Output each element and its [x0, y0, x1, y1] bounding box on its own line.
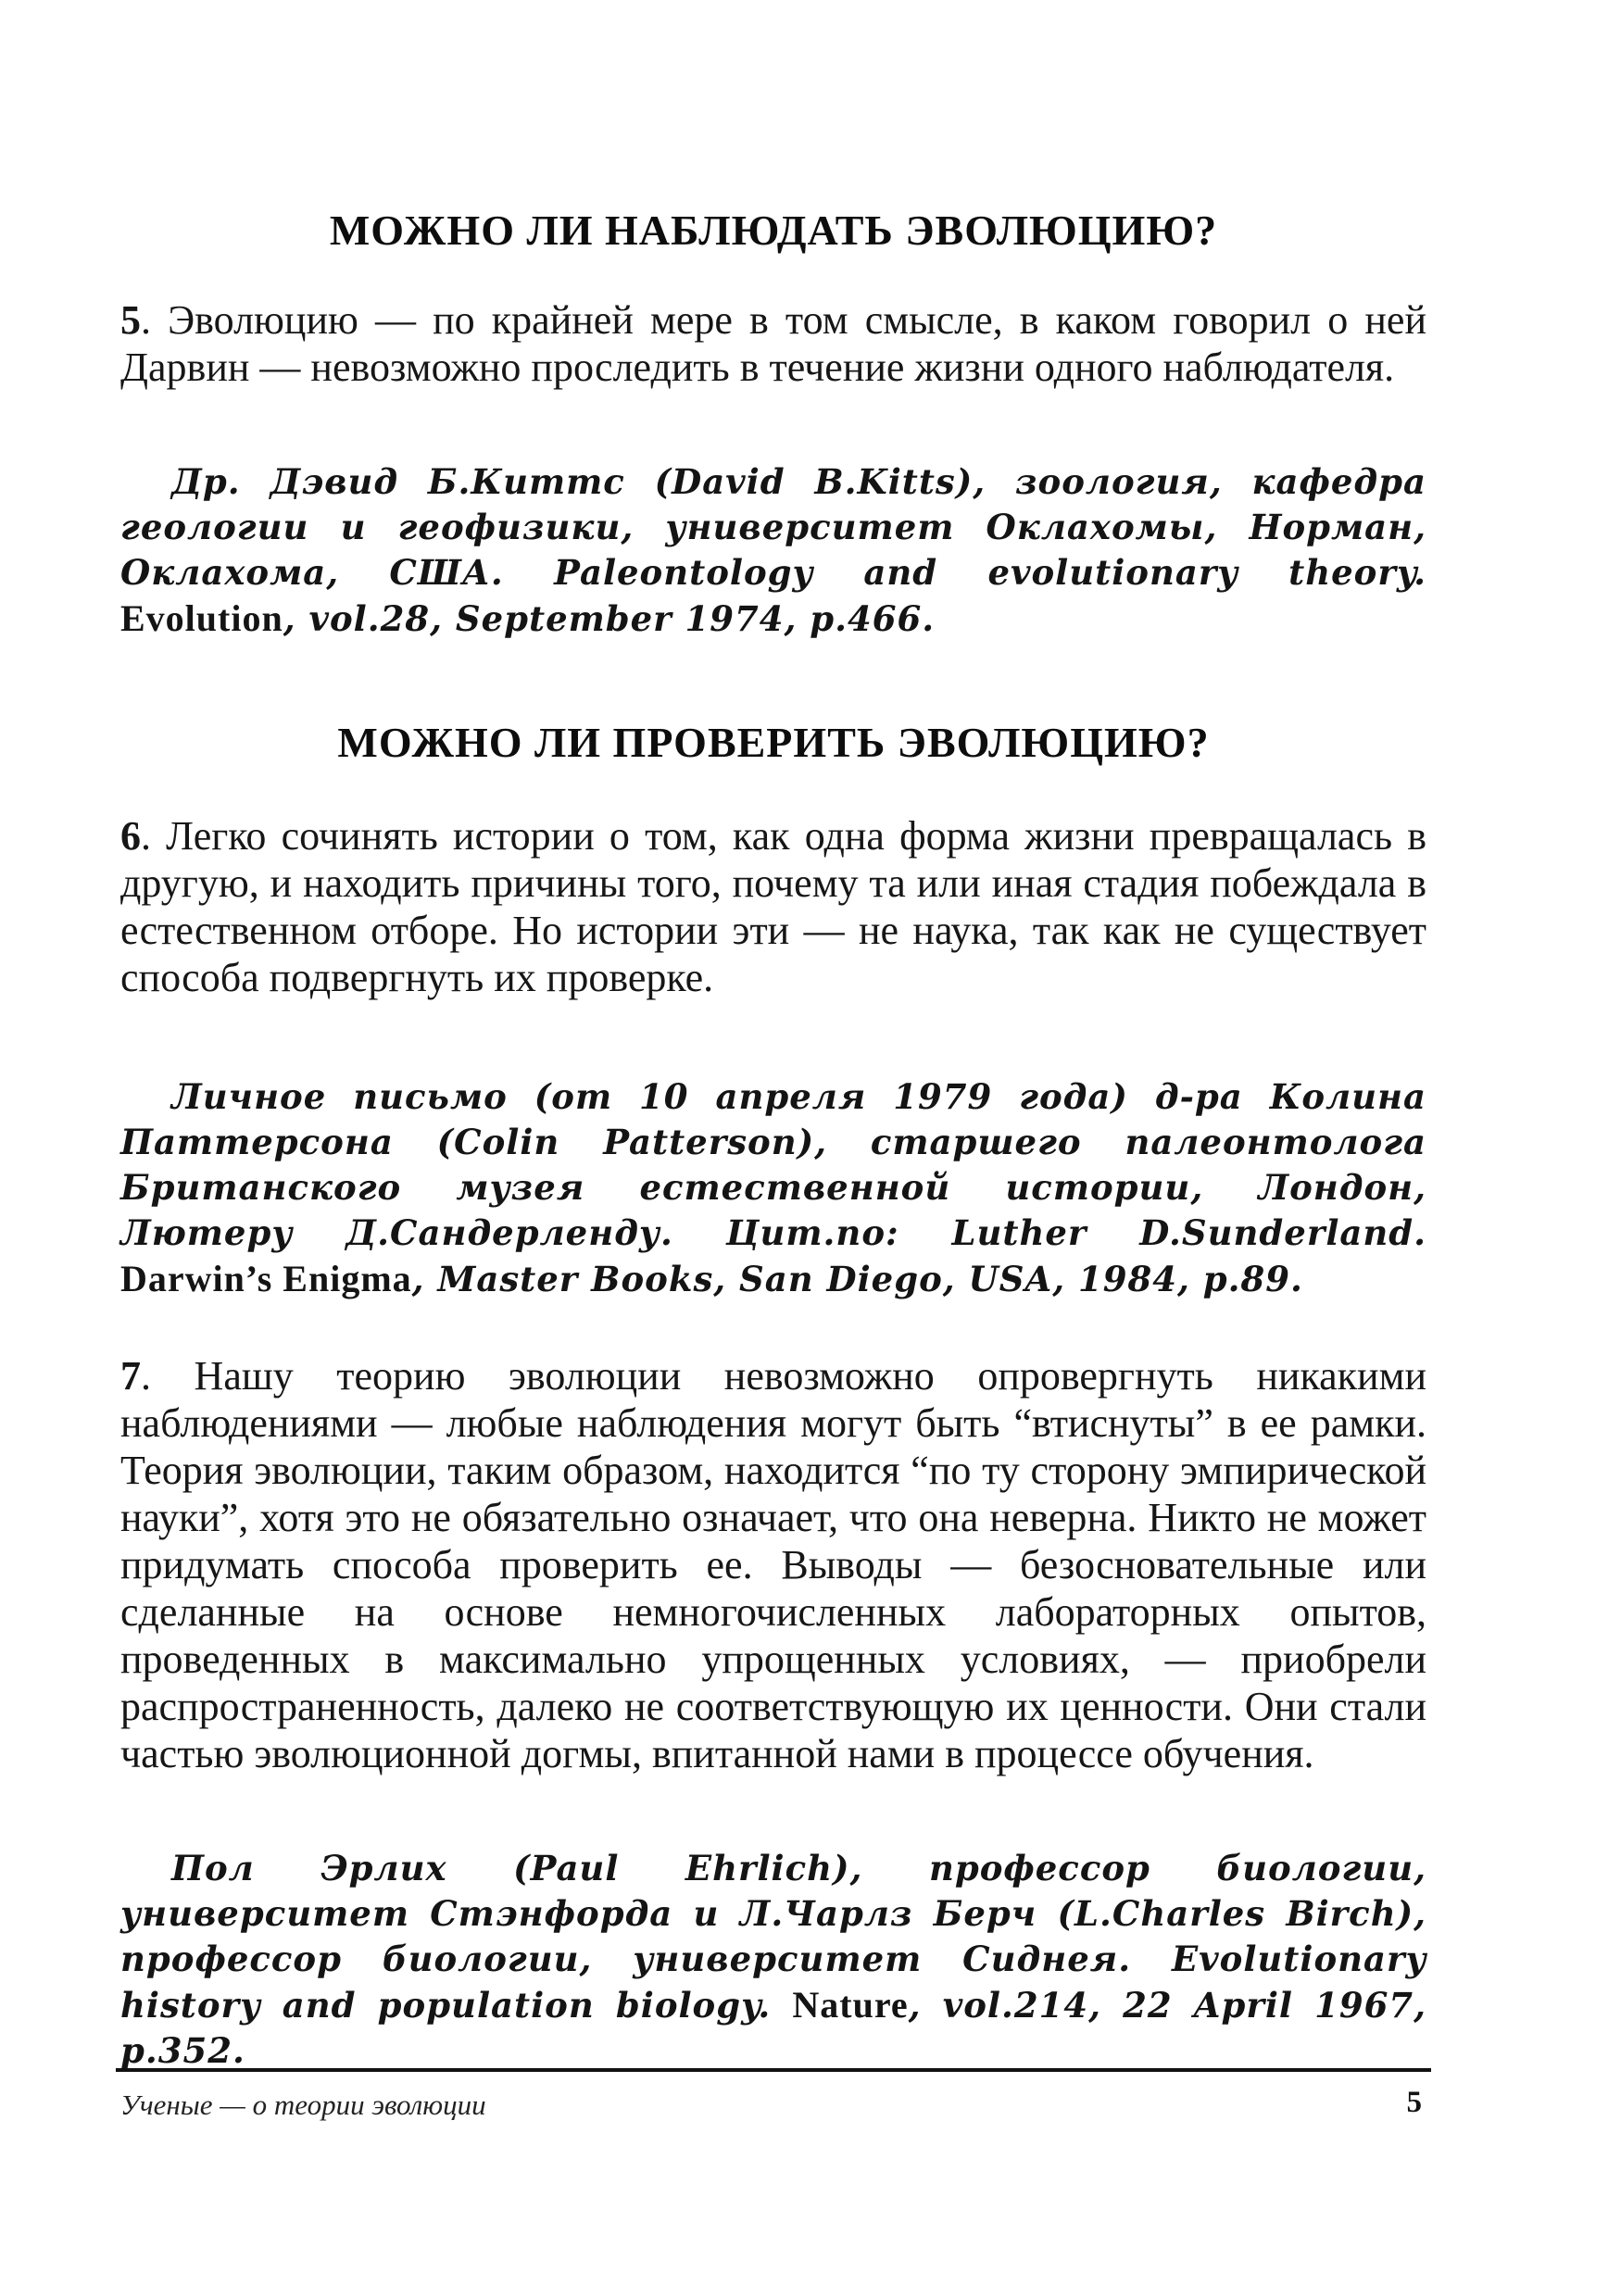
- citation-7: [120, 1846, 1426, 2074]
- running-title: Ученые — о теории эволюции: [120, 2089, 486, 2121]
- footer-rule: [116, 2068, 1431, 2072]
- citation-journal: Darwin’s Enigma: [120, 1258, 412, 1299]
- citation-6: [120, 1074, 1426, 1302]
- quote-text: . Эволюцию — по крайней мере в том смысле, в каком говорил о ней Дарвин — невозможно проследить в течение жизни одного наблюдателя.: [120, 297, 1426, 390]
- section-heading-observe: МОЖНО ЛИ НАБЛЮДАТЬ ЭВОЛЮЦИЮ?: [329, 207, 1218, 254]
- citation-journal: Evolution: [120, 597, 283, 639]
- quote-5: [120, 296, 1426, 391]
- citation-text: Др. Дэвид Б.Киттс (David B.Kitts), зоология, кафедра геологии и геофизики, университет Оклахомы, Норман, Оклахома, США. Paleontology and evolutionary theory.: [120, 461, 1426, 593]
- page-number: 5: [1406, 2086, 1422, 2119]
- quote-7: [120, 1352, 1426, 1777]
- citation-details: , vol.214, 22 April 1967, p.352.: [120, 1985, 1427, 2071]
- quote-number: 6: [120, 813, 141, 859]
- citation-text: Личное письмо (от 10 апреля 1979 года) д-ра Колина Паттерсона (Colin Patterson), старшего палеонтолога Британского музея естественной истории, Лондон, Лютеру Д.Сандерленду. Цит.по: Luther D.Sunderland.: [120, 1076, 1426, 1253]
- section-heading-test: МОЖНО ЛИ ПРОВЕРИТЬ ЭВОЛЮЦИЮ?: [337, 719, 1210, 766]
- citation-details: , Master Books, San Diego, USA, 1984, p.89.: [411, 1259, 1303, 1299]
- quote-number: 7: [120, 1353, 141, 1399]
- citation-text: Пол Эрлих (Paul Ehrlich), профессор биологии, университет Стэнфорда и Л.Чарлз Берч (L.Charles Birch), профессор биологии, университет Сиднея. Evolutionary history and population biology.: [120, 1848, 1426, 2026]
- quote-text: . Нашу теорию эволюции невозможно опровергнуть никакими наблюдениями — любые наблюдения могут быть “втиснуты” в ее рамки. Теория эволюции, таким образом, находится “по ту сторону эмпирической науки”, хотя это не обязательно означает, что она неверна. Никто не может придумать способа проверить ее. Выводы — безосновательные или сделанные на основе немногочисленных лабораторных опытов, проведенных в максимально упрощенных условиях, — приобрели распространенность, далеко не соответствующую их ценности. Они стали частью эволюционной догмы, впитанной нами в процессе обучения.: [120, 1353, 1426, 1776]
- quote-text: . Легко сочинять истории о том, как одна форма жизни превращалась в другую, и находить причины того, почему та или иная стадия побеждала в естественном отборе. Но истории эти — не наука, так как не существует способа подвергнуть их проверке.: [120, 813, 1426, 1000]
- citation-5: [120, 459, 1426, 642]
- citation-details: , vol.28, September 1974, p.466.: [283, 598, 936, 639]
- quote-6: [120, 812, 1426, 1001]
- quote-number: 5: [120, 297, 141, 343]
- citation-journal: Nature: [792, 1984, 909, 2026]
